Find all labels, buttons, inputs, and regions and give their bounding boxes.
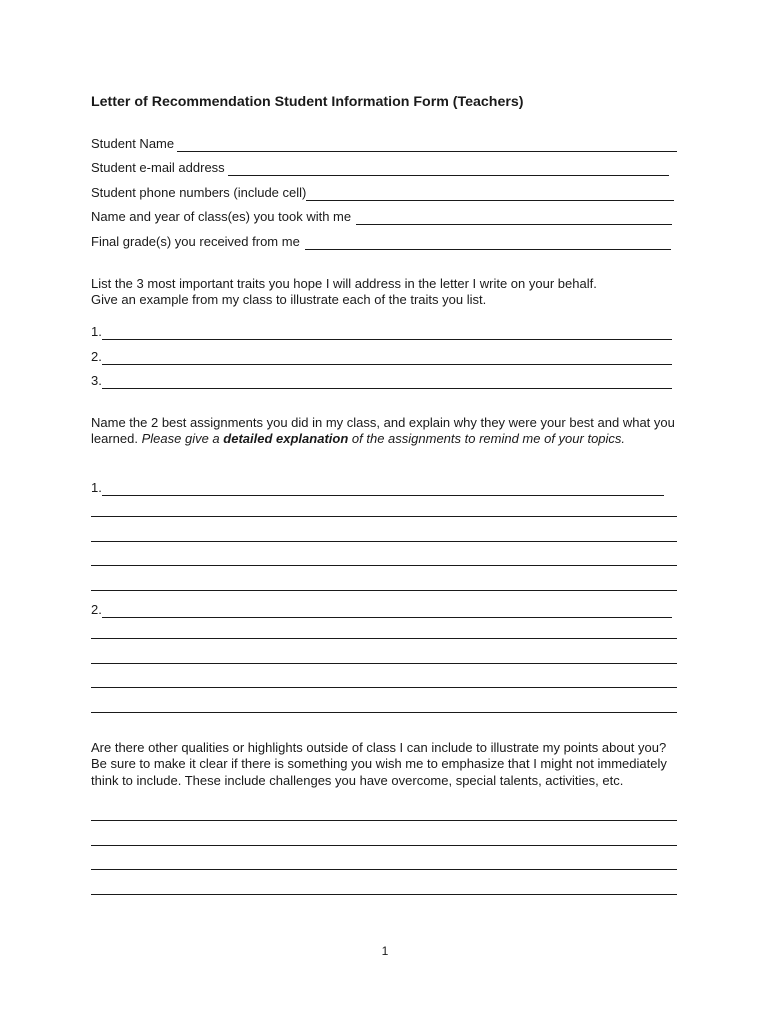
item-number: 1. [91, 480, 102, 495]
blank-line[interactable] [306, 188, 674, 201]
trait-3-field[interactable] [91, 373, 677, 389]
field-label: Name and year of class(es) you took with me [91, 209, 352, 224]
page-number: 1 [381, 944, 389, 958]
final-grade-field[interactable] [91, 234, 677, 250]
blank-line[interactable] [356, 212, 672, 225]
answer-line[interactable] [91, 637, 677, 639]
answer-line[interactable] [91, 662, 677, 664]
assignment-1-field[interactable] [91, 480, 677, 496]
assignments-prompt-italic1: Please give a [141, 431, 220, 447]
answer-line[interactable] [91, 893, 677, 895]
form-page [91, 0, 677, 1024]
student-phone-field[interactable] [91, 185, 677, 201]
student-name-field[interactable] [91, 136, 677, 152]
student-email-field[interactable] [91, 160, 677, 176]
answer-line[interactable] [91, 819, 677, 821]
field-label: Final grade(s) you received from me [91, 234, 300, 249]
blank-line[interactable] [102, 352, 672, 365]
field-label: Student e-mail address [91, 160, 225, 175]
other-qualities-prompt: Are there other qualities or highlights outside of class I can include to illustrate my points about you? Be sure to make it clear if there is something you wish me to emphasize that I might not immediately think to include. These include challenges you have overcome, special talents, activities, etc. [91, 740, 667, 788]
answer-line[interactable] [91, 844, 677, 846]
item-number: 2. [91, 349, 102, 364]
field-label: Student phone numbers (include cell) [91, 185, 307, 200]
traits-prompt-line1: List the 3 most important traits you hope I will address in the letter I write on your behalf. [91, 276, 597, 291]
item-number: 1. [91, 324, 102, 339]
item-number: 2. [91, 602, 102, 617]
assignments-prompt-plain: Name the 2 best assignments you did in my class, and explain why they were your best and what you learned. [91, 415, 675, 447]
assignments-prompt-bold: detailed explanation [223, 431, 349, 447]
answer-line[interactable] [91, 540, 677, 542]
answer-line[interactable] [91, 589, 677, 591]
blank-line[interactable] [177, 139, 677, 152]
answer-line[interactable] [91, 868, 677, 870]
item-number: 3. [91, 373, 102, 388]
traits-prompt-line2: Give an example from my class to illustrate each of the traits you list. [91, 292, 487, 308]
assignments-prompt-italic2: of the assignments to remind me of your topics. [351, 431, 626, 447]
blank-line[interactable] [102, 483, 664, 496]
trait-1-field[interactable] [91, 324, 677, 340]
assignment-2-field[interactable] [91, 602, 677, 618]
trait-2-field[interactable] [91, 349, 677, 365]
form-title: Letter of Recommendation Student Information Form (Teachers) [91, 94, 524, 110]
answer-line[interactable] [91, 711, 677, 713]
blank-line[interactable] [228, 163, 669, 176]
blank-line[interactable] [305, 237, 671, 250]
blank-line[interactable] [102, 376, 672, 389]
assignments-prompt [91, 415, 681, 448]
blank-line[interactable] [102, 605, 672, 618]
field-label: Student Name [91, 136, 175, 151]
class-name-year-field[interactable] [91, 209, 677, 225]
blank-line[interactable] [102, 327, 672, 340]
traits-prompt [91, 276, 681, 309]
answer-line[interactable] [91, 564, 677, 566]
answer-line[interactable] [91, 686, 677, 688]
answer-line[interactable] [91, 515, 677, 517]
